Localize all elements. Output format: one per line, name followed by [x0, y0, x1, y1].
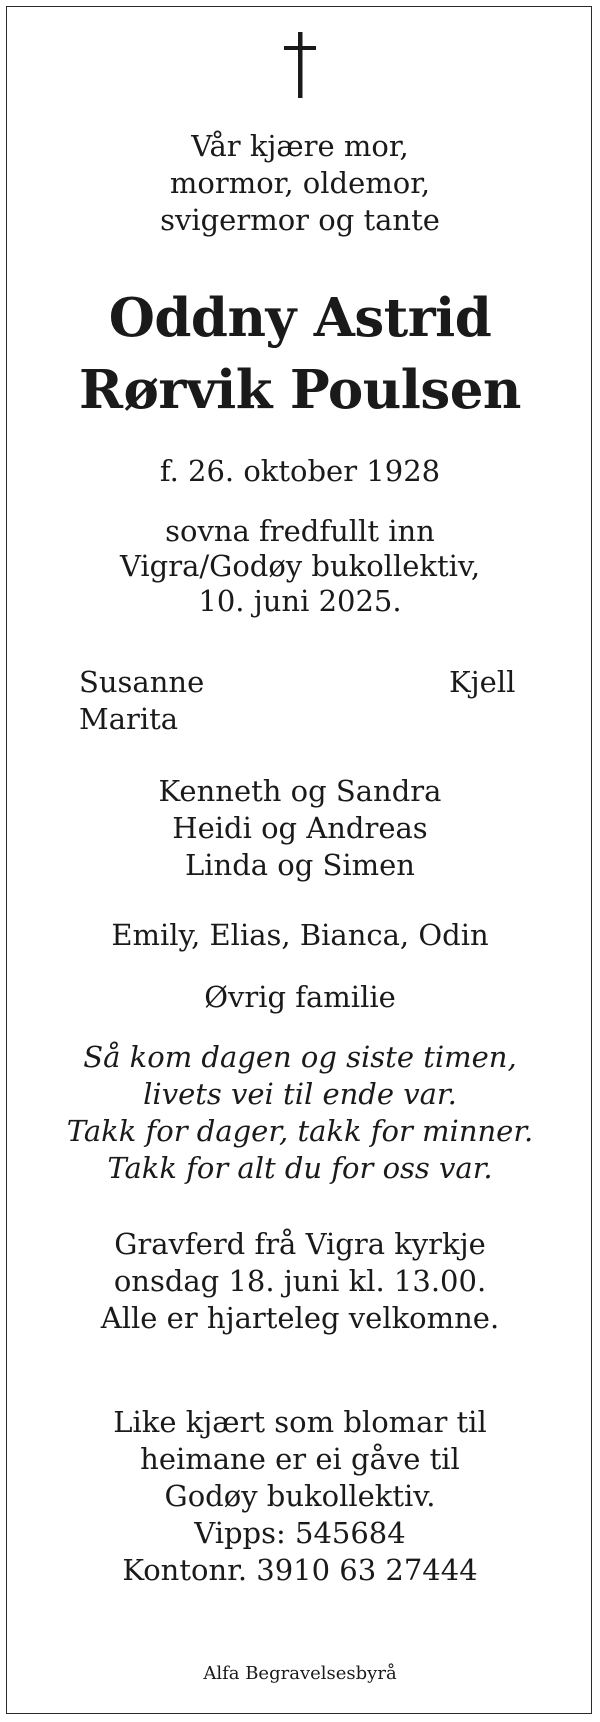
poem-line: livets vei til ende var.: [143, 1077, 457, 1111]
death-info: [0, 514, 600, 619]
deceased-name: [0, 282, 600, 426]
memorial-poem: [0, 1039, 600, 1187]
intro-text: [0, 128, 600, 239]
cross-icon: [282, 32, 318, 98]
gift-line: Godøy bukollektiv.: [164, 1479, 436, 1513]
gift-line: heimane er ei gåve til: [140, 1442, 460, 1476]
poem-line: Takk for dager, takk for minner.: [66, 1114, 534, 1148]
death-line: sovna fredfullt inn: [165, 514, 435, 548]
poem-line: Så kom dagen og siste timen,: [83, 1040, 517, 1074]
death-line: 10. juni 2025.: [198, 584, 402, 618]
grandchild-couple: Heidi og Andreas: [172, 811, 428, 845]
birth-date: f. 26. oktober 1928: [159, 454, 441, 488]
vipps-number: Vipps: 545684: [194, 1516, 406, 1550]
account-number: Kontonr. 3910 63 27444: [122, 1553, 478, 1587]
poem-line: Takk for alt du for oss var.: [107, 1151, 493, 1185]
funeral-home: Alfa Begravelsesbyrå: [203, 1663, 397, 1684]
grandchildren-list: [0, 773, 600, 884]
intro-line: Vår kjære mor,: [191, 129, 409, 163]
funeral-line: Gravferd frå Vigra kyrkje: [114, 1227, 486, 1261]
name-line: Rørvik Poulsen: [79, 359, 521, 421]
other-family: Øvrig familie: [204, 980, 396, 1014]
funeral-line: onsdag 18. juni kl. 13.00.: [113, 1264, 487, 1298]
grandchild-couple: Kenneth og Sandra: [158, 774, 442, 808]
funeral-details: [0, 1226, 600, 1337]
gift-line: Like kjært som blomar til: [113, 1405, 487, 1439]
grandchild-couple: Linda og Simen: [184, 848, 415, 882]
intro-line: mormor, oldemor,: [169, 166, 431, 200]
name-line: Oddny Astrid: [108, 287, 492, 349]
great-grandchildren: Emily, Elias, Bianca, Odin: [111, 918, 489, 952]
funeral-line: Alle er hjarteleg velkomne.: [100, 1301, 500, 1335]
child-name: Marita: [79, 702, 179, 736]
child-name: Kjell: [449, 665, 516, 699]
intro-line: svigermor og tante: [160, 203, 440, 237]
child-name: Susanne: [79, 665, 205, 699]
death-line: Vigra/Godøy bukollektiv,: [119, 549, 481, 583]
gift-info: [0, 1404, 600, 1589]
